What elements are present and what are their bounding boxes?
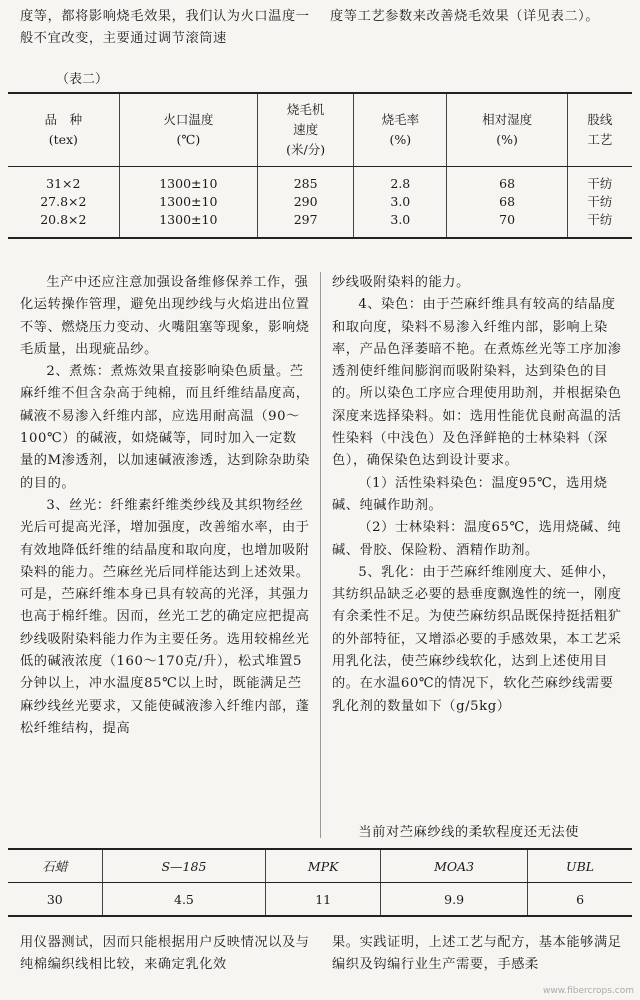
header-variety: 品 种 (tex)	[8, 93, 119, 167]
cell: 20.8×2	[40, 212, 87, 227]
table-header-row	[8, 93, 632, 167]
emulsifier-value: 9.9	[381, 883, 528, 917]
cell: 3.0	[354, 193, 447, 211]
paragraph-continuation: 纱线吸附染料的能力。	[332, 275, 470, 290]
intro-left-text: 度等，都将影响烧毛效果，我们认为火口温度一般不宜改变，主要通过调节滚筒速	[20, 9, 310, 47]
right-column-tail	[332, 822, 622, 844]
emulsifier-header: MPK	[266, 849, 381, 883]
cell: 干纺	[567, 167, 632, 194]
footer-left-text: 用仪器测试，因而只能根据用户反映情况以及与纯棉编织线相比较，来确定乳化效	[20, 935, 310, 973]
cell: 2.8	[354, 167, 447, 194]
cell: 1300±10	[119, 193, 257, 211]
header-ply-process: 股线 工艺	[567, 93, 632, 167]
header-flame-temp: 火口温度 (℃)	[119, 93, 257, 167]
cell: 285	[258, 167, 354, 194]
cell: 1300±10	[119, 211, 257, 238]
body-left-column	[20, 272, 310, 740]
cell: 3.0	[354, 211, 447, 238]
paragraph-mercerizing: 3、丝光：纤维素纤维类纱线及其织物经丝光后可提高光泽，增加强度，改善缩水率，由于有效地降低纤维的结晶度和取向度，也增加吸附染料的能力。苎麻丝光后同样能达到上述效果。可是，苎麻纤维本身已具有较高的光泽，其强力也高于棉纤维。因而，丝光工艺的确定应把提高纱线吸附染料能力作为主要任务。选用较棉丝光低的碱液浓度（160～170克/升），松式堆置5分钟以上，冲水温度85℃以上时，既能满足苎麻纱线丝光要求，又能使碱液渗入纤维内部，蓬松纤维结构，提高	[20, 497, 310, 736]
footer-left	[20, 932, 310, 977]
cell: 1300±10	[119, 167, 257, 194]
header-humidity: 相对湿度 (%)	[447, 93, 567, 167]
cell: 27.8×2	[40, 194, 87, 209]
emulsifier-value: 6	[528, 883, 632, 917]
emulsifier-header: UBL	[528, 849, 632, 883]
emulsifier-value: 4.5	[102, 883, 266, 917]
emulsifier-value: 30	[46, 891, 63, 907]
header-singeing-rate: 烧毛率 (%)	[354, 93, 447, 167]
intro-right	[330, 6, 622, 28]
footer-right	[332, 932, 622, 977]
paragraph-softness: 当前对苎麻纱线的柔软程度还无法使	[358, 825, 579, 840]
paragraph-maintenance: 生产中还应注意加强设备维修保养工作，强化运转操作管理，避免出现纱线与火焰进出位置不等、燃烧压力变动、火嘴阻塞等现象，影响烧毛质量，出现疵品纱。	[20, 275, 310, 357]
table-row	[8, 167, 632, 194]
header-machine-speed: 烧毛机 速度 (米/分)	[258, 93, 354, 167]
intro-right-text: 度等工艺参数来改善烧毛效果（详见表二）。	[330, 9, 600, 24]
footer-right-text: 果。实践证明，上述工艺与配方，基本能够满足编织及钩编行业生产需要，手感柔	[332, 935, 622, 973]
paragraph-scouring: 2、煮炼：煮炼效果直接影响染色质量。苎麻纤维不但含杂高于纯棉，而且纤维结晶度高，碱液不易渗入纤维内部，应选用耐高温（90～100℃）的碱液，如烧碱等，同时加入一定数量的M渗透剂，以加速碱液渗透，达到除杂助染的目的。	[20, 364, 310, 491]
emulsifier-header: MOA3	[381, 849, 528, 883]
cell: 290	[258, 193, 354, 211]
emulsifier-header: S—185	[102, 849, 266, 883]
emulsifier-header: 石蜡	[8, 849, 102, 883]
paragraph-vat-dye: （2）士林染料：温度65℃，选用烧碱、纯碱、骨胶、保险粉、酒精作助剂。	[332, 520, 622, 558]
cell: 31×2	[46, 176, 81, 191]
emulsifier-table	[8, 848, 632, 917]
cell: 297	[258, 211, 354, 238]
table-row	[8, 193, 632, 211]
cell: 干纺	[567, 211, 632, 238]
cell: 68	[447, 167, 567, 194]
paragraph-emulsifying: 5、乳化：由于苎麻纤维刚度大、延伸小，其纺织品缺乏必要的悬垂度飘逸性的统一，刚度有余柔性不足。为使苎麻纺织品既保持挺括粗犷的外部特征，又增添必要的手感效果，本工艺采用乳化法，使苎麻纱线软化，达到上述使用目的。在水温60℃的情况下，软化苎麻纱线需要乳化剂的数量如下（g/5kg）	[332, 564, 622, 714]
emulsifier-value: 11	[266, 883, 381, 917]
table-row	[8, 211, 632, 238]
cell: 68	[447, 193, 567, 211]
table-caption: （表二）	[56, 72, 109, 87]
process-parameter-table	[8, 92, 632, 239]
intro-left	[20, 6, 310, 51]
cell: 干纺	[567, 193, 632, 211]
cell: 70	[447, 211, 567, 238]
emulsifier-value-row	[8, 883, 632, 917]
emulsifier-header-row	[8, 849, 632, 883]
paragraph-reactive-dye: （1）活性染料染色：温度95℃，选用烧碱、纯碱作助剂。	[332, 475, 608, 513]
watermark: www.fibercrops.com	[543, 986, 634, 996]
body-right-column	[332, 272, 622, 718]
paragraph-dyeing: 4、染色：由于苎麻纤维具有较高的结晶度和取向度，染料不易渗入纤维内部，影响上染率，产品色泽萎暗不艳。在煮炼丝光等工序加渗透剂使纤维间膨润而吸附染料，达到染色的目的。所以染色工序应合理使用助剂，并根据染色深度来选择染料。如：选用性能优良耐高温的活性染料（中浅色）及色泽鲜艳的士林染料（深色），确保染色达到设计要求。	[332, 297, 622, 469]
column-divider	[320, 272, 321, 838]
